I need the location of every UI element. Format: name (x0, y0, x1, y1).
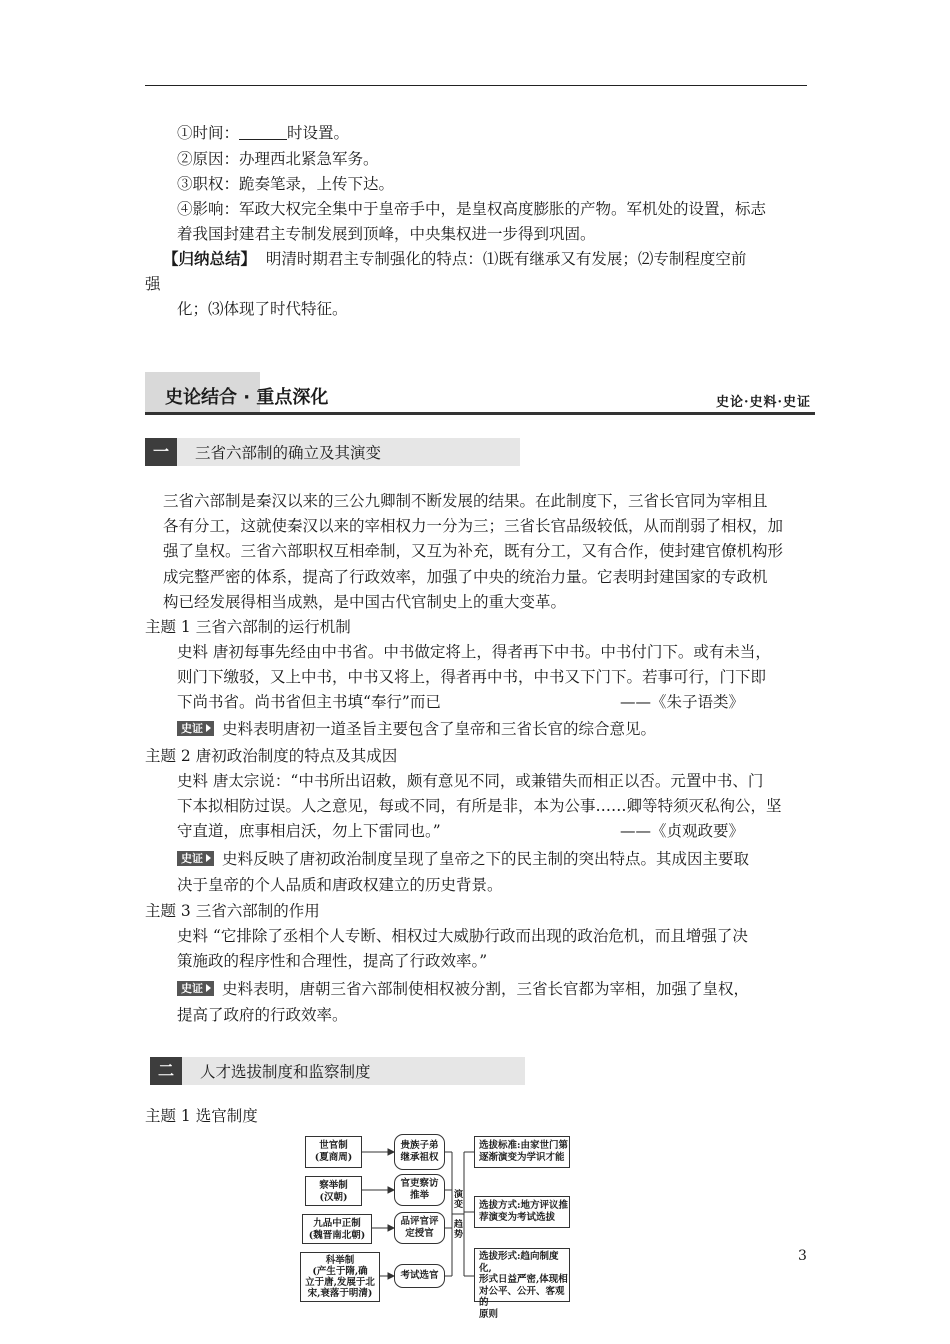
topic2-proof-line2: 决于皇帝的个人品质和唐政权建立的历史背景。 (177, 876, 503, 894)
method-box-evaluate: 品评官评 定授官 (394, 1212, 445, 1244)
summary-label: 【归纳总结】 (163, 249, 257, 268)
fill-blank (239, 125, 287, 140)
section1-para-line: 各有分工，这就使秦汉以来的宰相权力一分为三；三省长官品级较低，从而削弱了相权，加 (163, 517, 784, 535)
topic3-title: 主题 3 三省六部制的作用 (145, 902, 320, 920)
summary-line1: 【归纳总结】 明清时期君主专制强化的特点：⑴既有继承又有发展；⑵专制程度空前 (163, 249, 747, 268)
banner-rule (145, 412, 815, 415)
topic3-material-line: 策施政的程序性和合理性，提高了行政效率。” (177, 952, 488, 970)
method-box-exam: 考试选官 (394, 1264, 445, 1288)
arrow-icon (206, 724, 211, 732)
outcome-box-standard: 选拔标准:由家世门第 逐渐演变为学识才能 (474, 1136, 570, 1168)
summary-line2: 强 (145, 275, 161, 293)
topic1-material-line: 则门下缴驳，又上中书，中书又将上，得者再中书，中书又下门下。若事可行，门下即 (177, 668, 767, 686)
section1-number: 一 (145, 438, 177, 466)
header-rule (145, 85, 807, 86)
banner-title: 史论结合 · 重点深化 (165, 387, 329, 408)
section1-para-line: 成完整严密的体系，提高了行政效率，加强了中央的统治力量。它表明封建国家的专政机 (163, 568, 768, 586)
outcome-box-form: 选拔形式:趋向制度化, 形式日益严密,体现相 对公平、公开、客观的 原则 (474, 1248, 570, 1302)
section2-topic1-title: 主题 1 选官制度 (145, 1107, 258, 1125)
intro-item4-line2: 着我国封建君主专制发展到顶峰，中央集权进一步得到巩固。 (177, 225, 596, 243)
intro-item2: ②原因：办理西北紧急军务。 (177, 150, 379, 168)
proof-badge: 史证 (177, 851, 214, 866)
intro-item4-line1: ④影响：军政大权完全集中于皇帝手中，是皇权高度膨胀的产物。军机处的设置，标志 (177, 200, 767, 218)
center-label-evolution: 演变 (453, 1190, 463, 1210)
method-box-recommend: 官吏察访 推举 (394, 1174, 445, 1206)
intro-item3: ③职权：跪奏笔录，上传下达。 (177, 175, 395, 193)
arrow-icon (206, 984, 211, 992)
arrow-icon (206, 854, 211, 862)
system-box-jiupin: 九品中正制 (魏晋南北朝) (302, 1214, 372, 1244)
section2-header (150, 1057, 525, 1085)
topic1-proof: 史证 史料表明唐初一道圣旨主要包含了皇帝和三省长官的综合意见。 (177, 718, 656, 740)
topic3-proof: 史证 史料表明，唐朝三省六部制使相权被分割，三省长官都为宰相，加强了皇权， (177, 978, 749, 1000)
section1-title: 三省六部制的确立及其演变 (195, 444, 382, 462)
topic1-title: 主题 1 三省六部制的运行机制 (145, 618, 351, 636)
intro-item1: ①时间： 时设置。 (177, 124, 350, 142)
section1-header (145, 438, 520, 466)
topic2-title: 主题 2 唐初政治制度的特点及其成因 (145, 747, 398, 765)
section1-para-line: 强了皇权。三省六部职权互相牵制，又互为补充，既有分工，又有合作，使封建官僚机构形 (163, 542, 784, 560)
topic1-material-line: 史料 唐初每事先经由中书省。中书做定将上，得者再下中书。中书付门下。或有未当， (177, 643, 771, 661)
topic2-material-line: 史料 唐太宗说：“中书所出诏敕，颇有意见不同，或兼错失而相正以否。元置中书、门 (177, 772, 764, 790)
outcome-box-method: 选拔方式:地方评议推 荐演变为考试选拔 (474, 1196, 570, 1228)
topic2-material-line: 守直道，庶事相启沃，勿上下雷同也。” (177, 822, 441, 840)
system-box-shiguan: 世官制 (夏商周) (305, 1136, 362, 1168)
topic2-material-line: 下本拟相防过误。人之意见，每或不同，有所是非，本为公事……卿等特须灭私徇公，坚 (177, 797, 782, 815)
system-box-chaju: 察举制 (汉朝) (305, 1176, 362, 1206)
section2-number: 二 (150, 1057, 182, 1085)
system-box-keju: 科举制 (产生于隋,确 立于唐,发展于北 宋,衰落于明清) (300, 1252, 380, 1302)
topic3-proof-line2: 提高了政府的行政效率。 (177, 1006, 348, 1024)
center-label-trend: 趋势 (453, 1220, 463, 1240)
summary-line3: 化；⑶体现了时代特征。 (177, 300, 348, 318)
proof-badge: 史证 (177, 721, 214, 736)
selection-system-diagram (300, 1130, 575, 1320)
proof-badge: 史证 (177, 981, 214, 996)
topic2-proof: 史证 史料反映了唐初政治制度呈现了皇帝之下的民主制的突出特点。其成因主要取 (177, 848, 749, 870)
method-box-inherit: 贵族子弟 继承祖权 (394, 1134, 445, 1170)
section1-para-line: 构已经发展得相当成熟，是中国古代官制史上的重大变革。 (163, 593, 567, 611)
section-banner (145, 372, 815, 414)
section1-para-line: 三省六部制是秦汉以来的三公九卿制不断发展的结果。在此制度下，三省长官同为宰相且 (163, 492, 768, 510)
section2-title: 人才选拔制度和监察制度 (200, 1063, 371, 1081)
banner-right-label: 史论·史料·史证 (715, 395, 811, 410)
topic1-material-line: 下尚书省。尚书省但主书填“奉行”而已 (177, 693, 441, 711)
topic1-source: ——《朱子语类》 (620, 693, 745, 711)
topic3-material-line: 史料 “它排除了丞相个人专断、相权过大威胁行政而出现的政治危机，而且增强了决 (177, 927, 748, 945)
topic2-source: ——《贞观政要》 (620, 822, 745, 840)
page-number: 3 (798, 1248, 807, 1264)
